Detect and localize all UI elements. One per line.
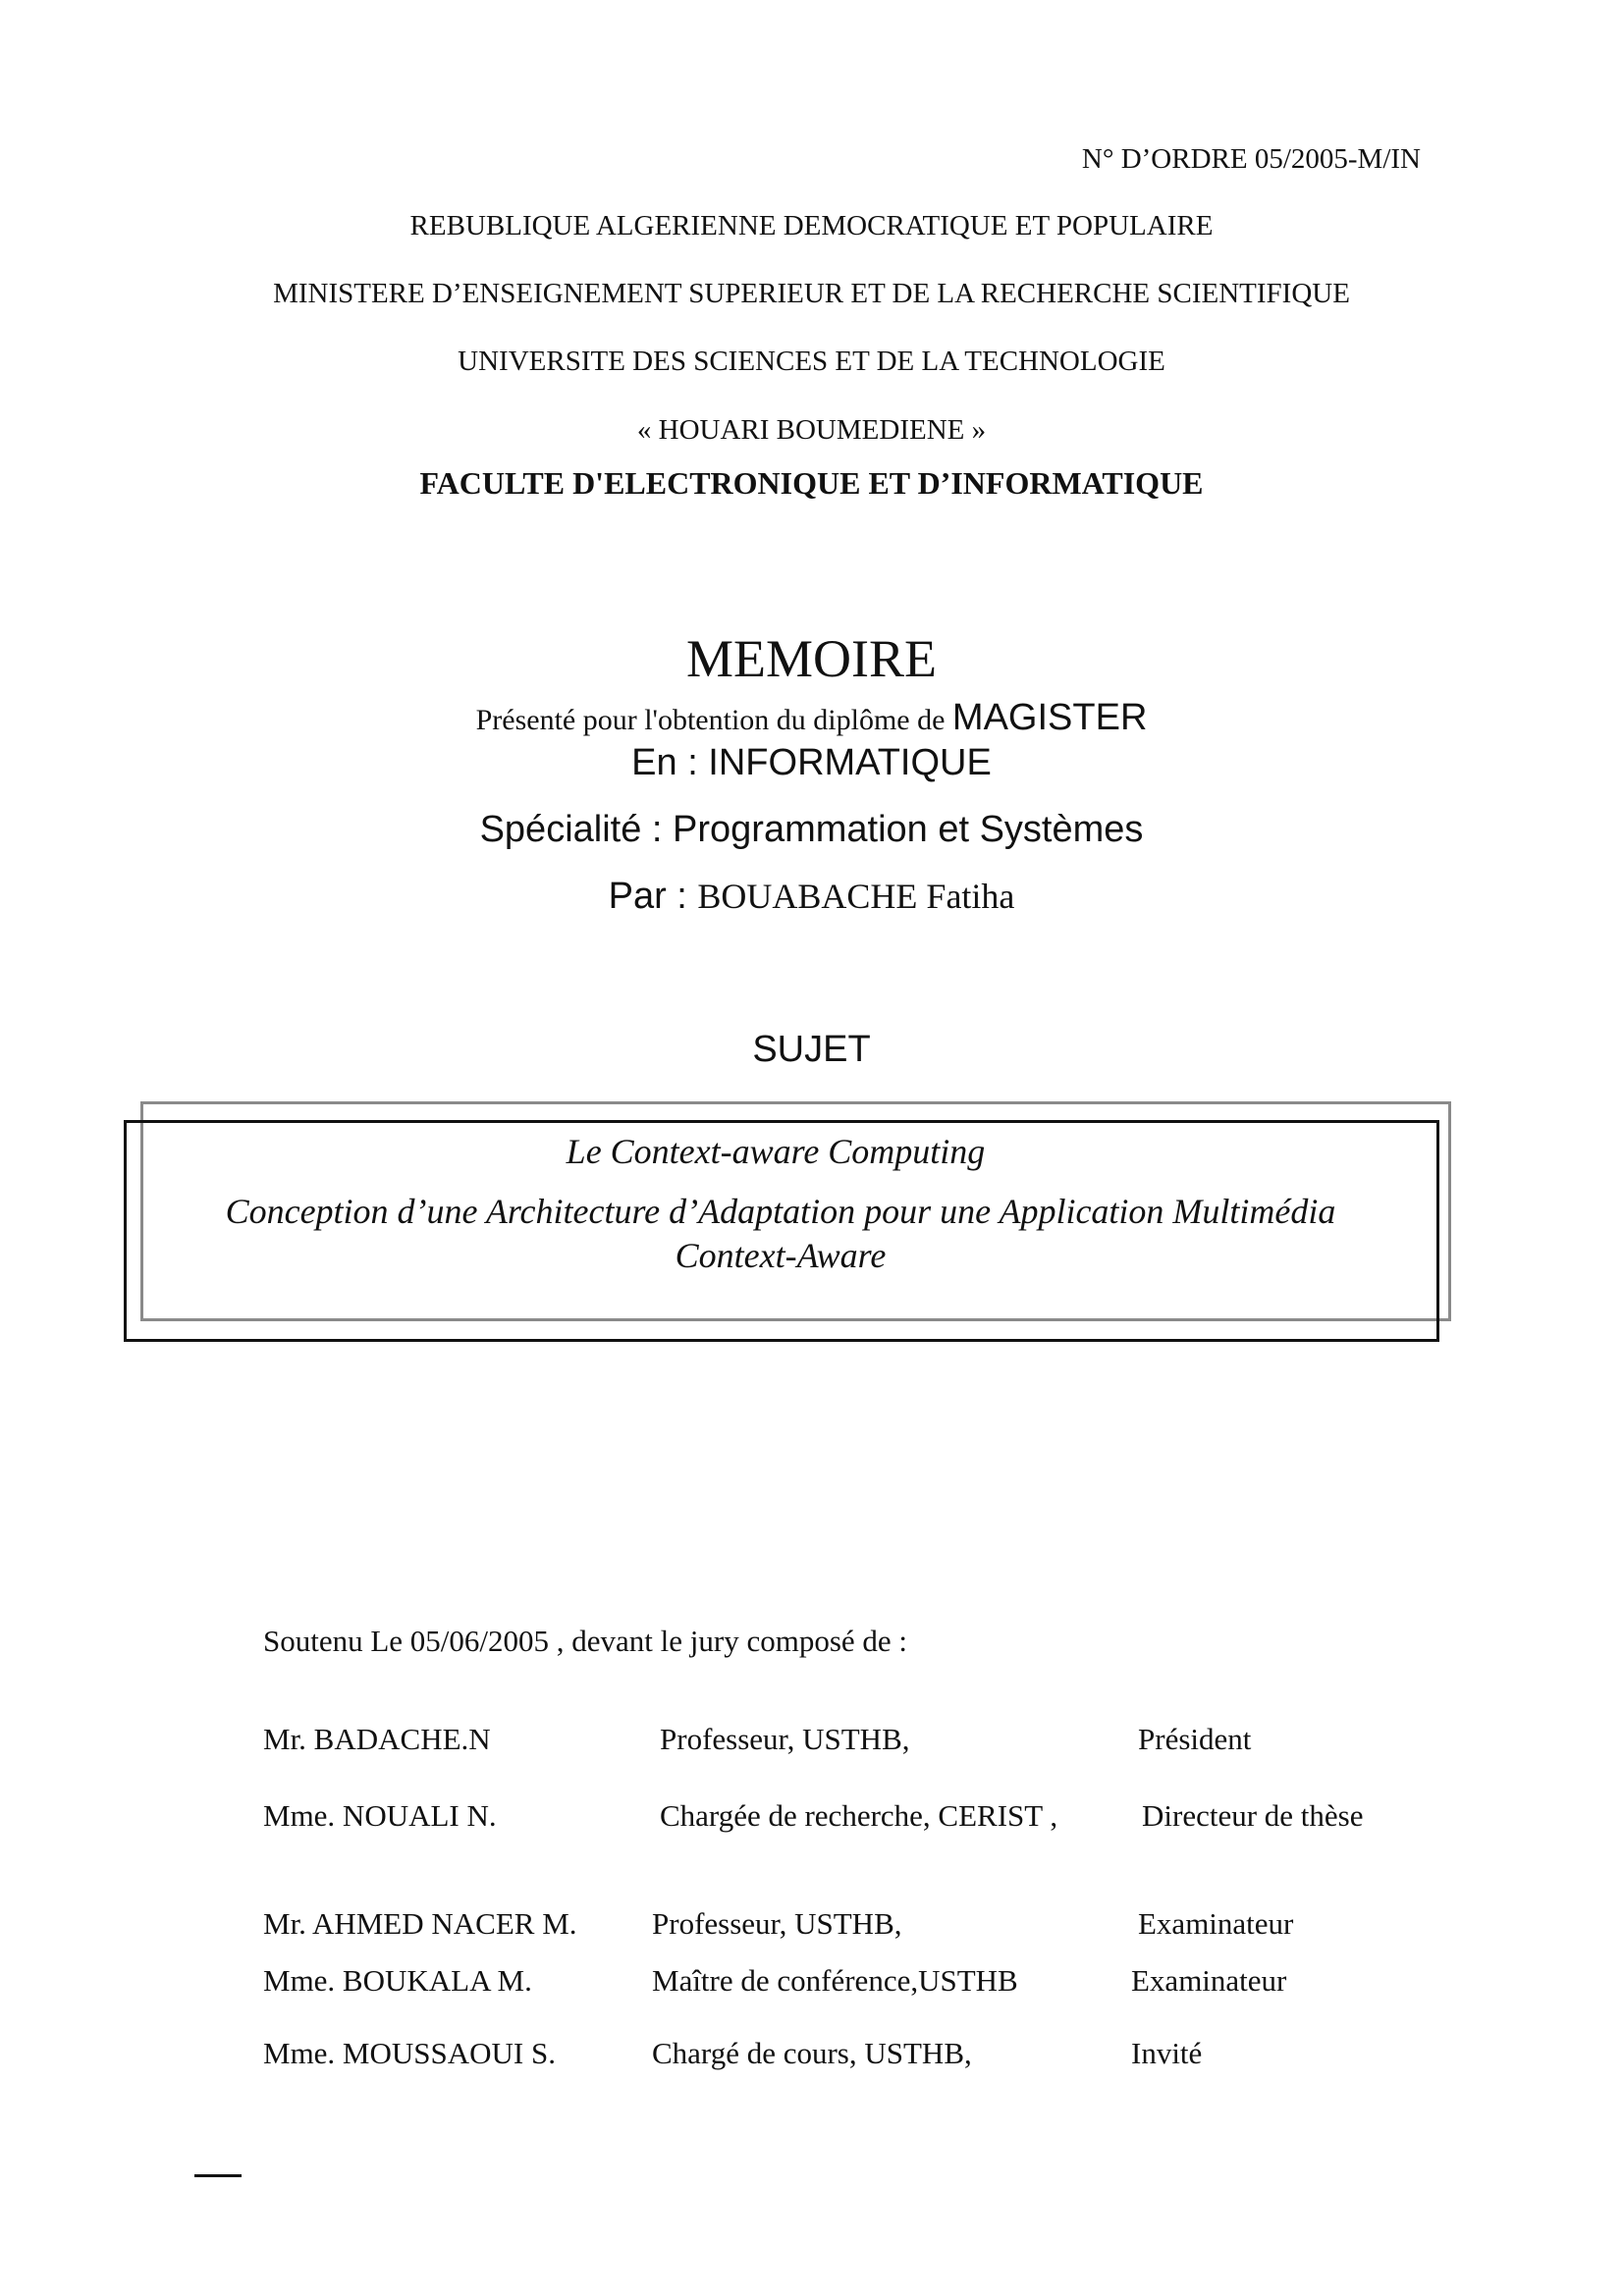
author-line (0, 876, 1623, 918)
jury-title: Professeur, USTHB, (660, 1722, 910, 1756)
jury-name: Mme. NOUALI N. (263, 1798, 497, 1833)
jury-role: Président (1138, 1722, 1252, 1756)
field-line: En : INFORMATIQUE (631, 742, 992, 783)
jury-title: Professeur, USTHB, (652, 1906, 902, 1941)
jury-name: Mme. BOUKALA M. (263, 1963, 532, 1998)
university-name: « HOUARI BOUMEDIENE » (636, 414, 987, 446)
order-number: N° D’ORDRE 05/2005-M/IN (1081, 143, 1421, 175)
specialty-line: Spécialité : Programmation et Systèmes (479, 809, 1144, 850)
presente-text: Présenté pour l'obtention du diplôme de (475, 704, 952, 736)
republic-heading: REBUBLIQUE ALGERIENNE DEMOCRATIQUE ET POPULAIRE (409, 210, 1214, 241)
jury-role: Examinateur (1138, 1906, 1294, 1941)
subject-line-1: Le Context-aware Computing (566, 1132, 986, 1171)
defense-intro: Soutenu Le 05/06/2005 , devant le jury composé de : (263, 1624, 908, 1658)
jury-role: Invité (1131, 2036, 1203, 2070)
subject-label: SUJET (752, 1029, 871, 1070)
memoire-title: MEMOIRE (686, 629, 937, 688)
jury-title: Maître de conférence,USTHB (652, 1963, 1018, 1998)
subject-line-3: Context-Aware (675, 1236, 887, 1275)
par-label: Par : (608, 876, 698, 917)
faculty-heading: FACULTE D'ELECTRONIQUE ET D’INFORMATIQUE (419, 465, 1204, 501)
jury-name: Mme. MOUSSAOUI S. (263, 2036, 556, 2070)
jury-name: Mr. BADACHE.N (263, 1722, 491, 1756)
jury-title: Chargé de cours, USTHB, (652, 2036, 972, 2070)
author-name: BOUABACHE Fatiha (697, 877, 1015, 916)
university-heading: UNIVERSITE DES SCIENCES ET DE LA TECHNOLOGIE (458, 346, 1165, 377)
footnote-separator (194, 2174, 242, 2177)
jury-role: Examinateur (1131, 1963, 1287, 1998)
jury-title: Chargée de recherche, CERIST , (660, 1798, 1058, 1833)
diploma-name: MAGISTER (951, 697, 1148, 738)
jury-role: Directeur de thèse (1142, 1798, 1364, 1833)
subject-line-2: Conception d’une Architecture d’Adaptation pour une Application Multimédia (225, 1192, 1336, 1231)
ministry-heading: MINISTERE D’ENSEIGNEMENT SUPERIEUR ET DE LA RECHERCHE SCIENTIFIQUE (273, 278, 1350, 309)
presente-line (0, 697, 1623, 739)
jury-name: Mr. AHMED NACER M. (263, 1906, 577, 1941)
